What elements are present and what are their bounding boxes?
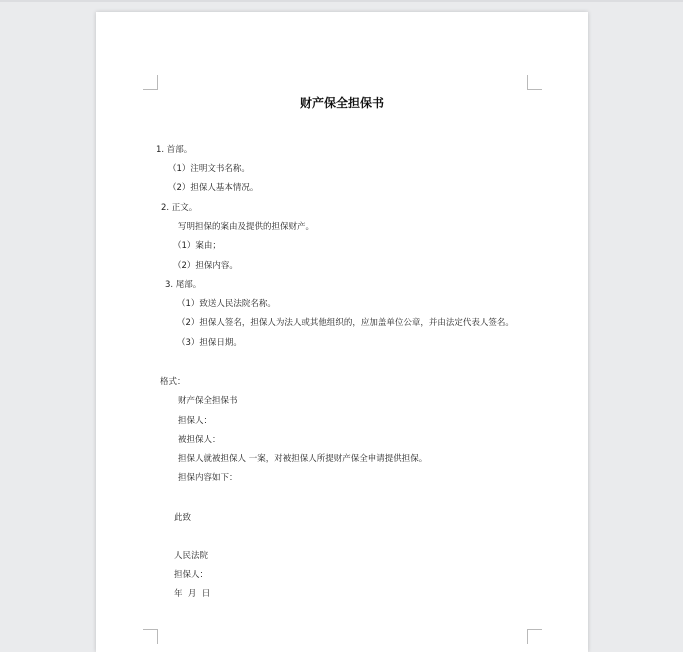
outline-item: 写明担保的案由及提供的担保财产。 [178, 222, 315, 232]
outline-item: （2）担保内容。 [173, 261, 238, 271]
footer-line: 年 月 日 [174, 589, 211, 599]
outline-item: （3）担保日期。 [177, 338, 242, 348]
margin-corner-bottom-right [527, 629, 542, 644]
margin-corner-top-left [143, 75, 158, 90]
format-label: 格式： [160, 377, 186, 387]
template-line: 担保人： [178, 416, 213, 426]
outline-item: 3. 尾部。 [165, 280, 202, 290]
template-line: 被担保人： [178, 435, 221, 445]
outline-item: （1）案由； [173, 241, 221, 251]
footer-line: 担保人： [174, 570, 209, 580]
outline-item: （1）致送人民法院名称。 [177, 299, 276, 309]
document-page[interactable] [96, 12, 588, 652]
top-toolbar-edge [0, 0, 683, 2]
margin-corner-top-right [527, 75, 542, 90]
outline-item: （2）担保人签名，担保人为法人或其他组织的，应加盖单位公章，并由法定代表人签名。 [177, 318, 514, 328]
footer-line: 人民法院 [174, 551, 209, 561]
outline-item: （2）担保人基本情况。 [168, 183, 259, 193]
closing-line: 此致 [174, 513, 192, 523]
outline-item: （1）注明文书名称。 [168, 164, 250, 174]
template-line: 财产保全担保书 [178, 396, 238, 406]
margin-corner-bottom-left [143, 629, 158, 644]
outline-item: 1. 首部。 [156, 145, 193, 155]
document-title: 财产保全担保书 [299, 96, 384, 110]
template-line: 担保内容如下： [178, 473, 238, 483]
template-line: 担保人就被担保人 一案，对被担保人所提财产保全申请提供担保。 [178, 454, 428, 464]
outline-item: 2. 正文。 [161, 203, 198, 213]
